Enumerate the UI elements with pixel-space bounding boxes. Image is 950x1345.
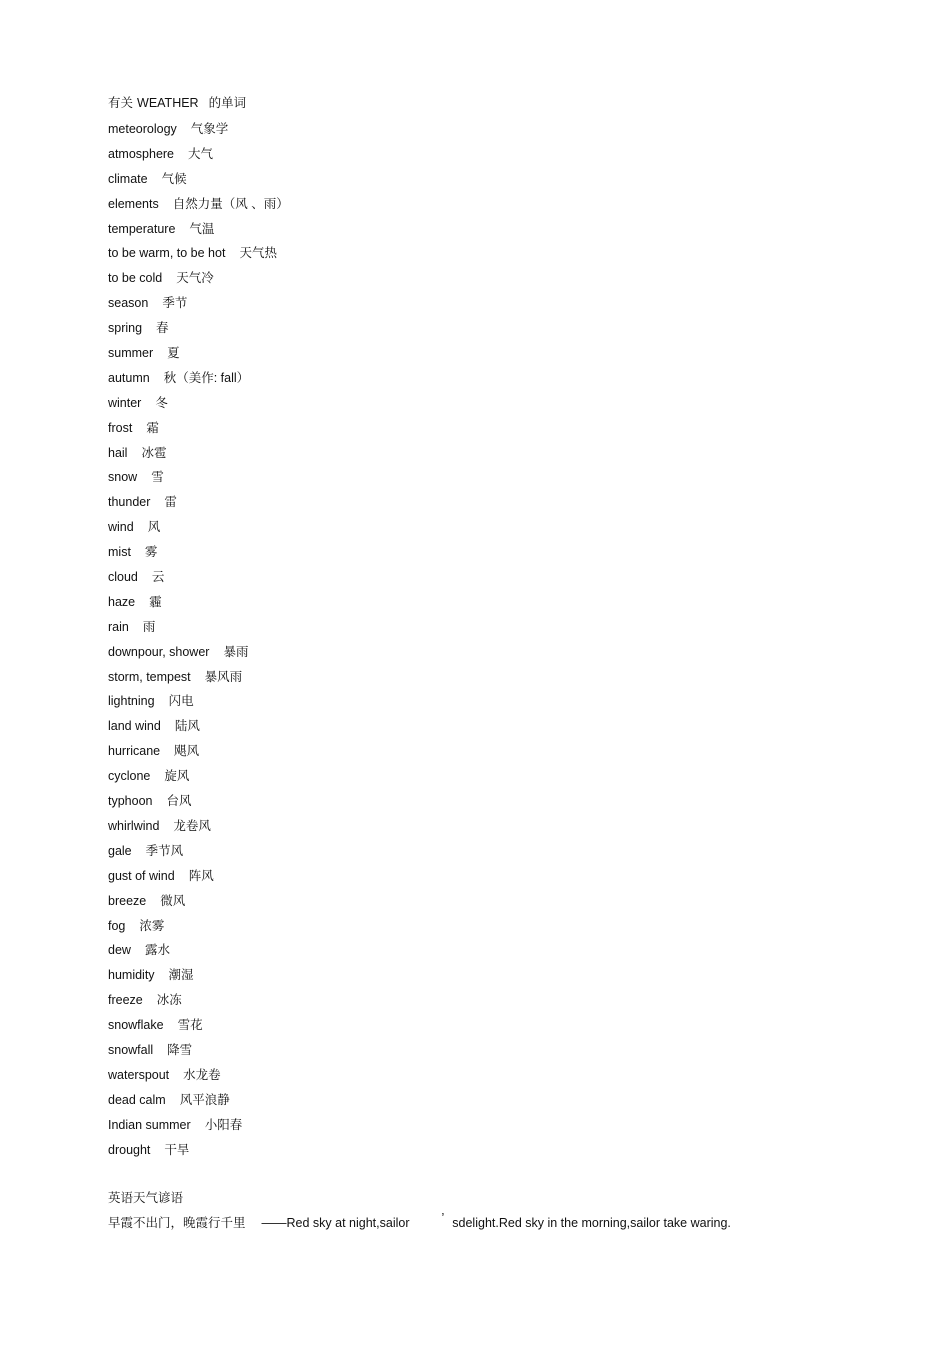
vocab-item <box>108 640 908 665</box>
vocab-chinese: 暴雨 <box>223 644 249 659</box>
vocab-english: summer <box>108 346 154 361</box>
vocab-chinese: 气温 <box>189 221 215 236</box>
vocab-item <box>108 416 908 441</box>
vocab-item <box>108 1138 908 1163</box>
vocab-item <box>108 590 908 615</box>
vocab-item <box>108 739 908 764</box>
vocab-chinese: 大气 <box>188 146 214 161</box>
vocab-item <box>108 988 908 1013</box>
vocab-english: snow <box>108 470 138 485</box>
vocab-item <box>108 167 908 192</box>
vocab-english: humidity <box>108 968 155 983</box>
vocab-english: gale <box>108 843 132 858</box>
vocab-chinese: 旋风 <box>164 769 190 784</box>
vocab-english: atmosphere <box>108 146 175 161</box>
vocab-chinese: 雾 <box>144 545 158 560</box>
vocab-chinese: 天气热 <box>239 246 277 261</box>
vocab-chinese: 霜 <box>146 420 159 435</box>
vocab-item <box>108 615 908 640</box>
proverb-english-b: sdelight.Red sky in the morning,sailor take waring. <box>452 1216 731 1231</box>
vocab-item <box>108 864 908 889</box>
vocab-item <box>108 1013 908 1038</box>
vocab-item <box>108 814 908 839</box>
vocab-chinese: 飓风 <box>174 744 200 759</box>
vocab-chinese: 气候 <box>161 171 187 186</box>
proverb-chinese: 早霞不出门，晚霞行千里 <box>108 1216 246 1231</box>
vocab-item <box>108 441 908 466</box>
vocab-chinese: 微风 <box>160 893 186 908</box>
vocab-chinese: 潮湿 <box>168 968 194 983</box>
vocab-chinese: 水龙卷 <box>183 1067 221 1082</box>
vocab-item <box>108 217 908 242</box>
vocab-item <box>108 963 908 988</box>
vocab-item <box>108 789 908 814</box>
vocab-english: freeze <box>108 993 143 1008</box>
vocab-item <box>108 241 908 266</box>
vocab-chinese: 秋（美作: fall） <box>163 370 250 385</box>
vocab-english: hail <box>108 445 128 460</box>
vocab-chinese: 雪 <box>151 470 164 485</box>
proverb-heading: 英语天气谚语 <box>108 1191 184 1206</box>
vocab-english: rain <box>108 619 129 634</box>
vocab-item <box>108 266 908 291</box>
vocab-english: snowflake <box>108 1018 164 1033</box>
title-prefix: 有关 <box>108 96 134 110</box>
vocab-english: cloud <box>108 570 138 585</box>
vocab-english: whirlwind <box>108 818 160 833</box>
vocab-chinese: 陆风 <box>174 719 200 734</box>
vocab-english: autumn <box>108 370 150 385</box>
vocab-item <box>108 465 908 490</box>
vocab-item <box>108 665 908 690</box>
vocab-english: typhoon <box>108 794 153 809</box>
vocab-english: fog <box>108 918 126 933</box>
vocab-item <box>108 764 908 789</box>
vocab-chinese: 天气冷 <box>176 271 214 286</box>
vocab-chinese: 云 <box>151 570 165 585</box>
vocab-chinese: 小阳春 <box>204 1117 243 1132</box>
vocab-chinese: 露水 <box>144 943 170 958</box>
vocab-english: snowfall <box>108 1042 154 1057</box>
vocab-english: season <box>108 296 149 311</box>
vocab-item <box>108 490 908 515</box>
vocab-english: haze <box>108 594 136 609</box>
vocab-item <box>108 391 908 416</box>
vocab-list <box>108 117 908 1162</box>
vocab-item <box>108 515 908 540</box>
vocab-english: climate <box>108 171 148 186</box>
vocab-chinese: 雨 <box>142 619 156 634</box>
vocab-english: land wind <box>108 719 161 734</box>
vocab-english: waterspout <box>108 1067 170 1082</box>
vocab-chinese: 气象学 <box>190 122 229 136</box>
vocab-item <box>108 914 908 939</box>
vocab-chinese: 龙卷风 <box>173 818 211 833</box>
title-suffix: 的单词 <box>208 96 247 110</box>
proverb-line <box>108 1210 908 1236</box>
document-page <box>108 93 908 1236</box>
vocab-english: wind <box>108 520 134 535</box>
vocab-item <box>108 540 908 565</box>
vocab-english: dead calm <box>108 1092 166 1107</box>
vocab-english: cyclone <box>108 769 151 784</box>
vocab-item <box>108 366 908 391</box>
vocab-english: thunder <box>108 495 151 510</box>
vocab-english: downpour, shower <box>108 644 210 659</box>
vocab-item <box>108 689 908 714</box>
vocab-chinese: 暴风雨 <box>204 669 243 684</box>
vocab-english: winter <box>108 395 142 410</box>
vocab-item <box>108 1113 908 1138</box>
vocab-item <box>108 117 908 142</box>
vocab-chinese: 霾 <box>149 594 162 609</box>
vocab-chinese: 阵风 <box>188 868 214 883</box>
vocab-english: temperature <box>108 221 176 236</box>
vocab-item <box>108 316 908 341</box>
proverb-apostrophe: ’ <box>441 1211 445 1226</box>
vocab-item <box>108 1038 908 1063</box>
vocab-chinese: 冬 <box>155 395 168 410</box>
vocab-item <box>108 714 908 739</box>
vocab-item <box>108 341 908 366</box>
vocab-english: gust of wind <box>108 868 175 883</box>
vocab-chinese: 季节风 <box>145 843 184 858</box>
vocab-chinese: 春 <box>156 321 169 336</box>
page-title <box>108 93 908 117</box>
vocab-english: Indian summer <box>108 1117 191 1132</box>
vocab-item <box>108 565 908 590</box>
vocab-chinese: 季节 <box>162 296 188 311</box>
vocab-chinese: 闪电 <box>168 694 194 709</box>
proverb-english-a: Red sky at night,sailor <box>286 1216 410 1231</box>
vocab-chinese: 雷 <box>164 495 177 510</box>
vocab-item <box>108 192 908 217</box>
vocab-chinese: 夏 <box>167 346 180 361</box>
vocab-chinese: 风 <box>147 520 161 535</box>
vocab-chinese: 干旱 <box>164 1142 190 1157</box>
vocab-english: meteorology <box>108 122 177 136</box>
vocab-chinese: 浓雾 <box>139 918 165 933</box>
vocab-chinese: 雪花 <box>177 1018 203 1033</box>
vocab-item <box>108 1088 908 1113</box>
vocab-english: elements <box>108 196 159 211</box>
vocab-english: to be cold <box>108 271 163 286</box>
vocab-chinese: 冰雹 <box>141 445 167 460</box>
vocab-english: spring <box>108 321 143 336</box>
vocab-chinese: 自然力量（风 、雨） <box>172 196 289 211</box>
vocab-english: to be warm, to be hot <box>108 246 226 261</box>
vocab-chinese: 冰冻 <box>156 993 182 1008</box>
vocab-english: lightning <box>108 694 155 709</box>
title-keyword: WEATHER <box>137 96 199 110</box>
vocab-english: breeze <box>108 893 147 908</box>
vocab-english: dew <box>108 943 131 958</box>
vocab-item <box>108 142 908 167</box>
vocab-english: mist <box>108 545 131 560</box>
vocab-chinese: 降雪 <box>167 1042 193 1057</box>
vocab-item <box>108 839 908 864</box>
vocab-english: frost <box>108 420 133 435</box>
vocab-item <box>108 1063 908 1088</box>
vocab-item <box>108 938 908 963</box>
proverb-dash: —— <box>261 1216 287 1231</box>
vocab-chinese: 台风 <box>166 794 192 809</box>
vocab-item <box>108 291 908 316</box>
vocab-english: hurricane <box>108 744 161 759</box>
vocab-english: drought <box>108 1142 151 1157</box>
vocab-english: storm, tempest <box>108 669 191 684</box>
vocab-chinese: 风平浪静 <box>179 1092 230 1107</box>
vocab-item <box>108 889 908 914</box>
